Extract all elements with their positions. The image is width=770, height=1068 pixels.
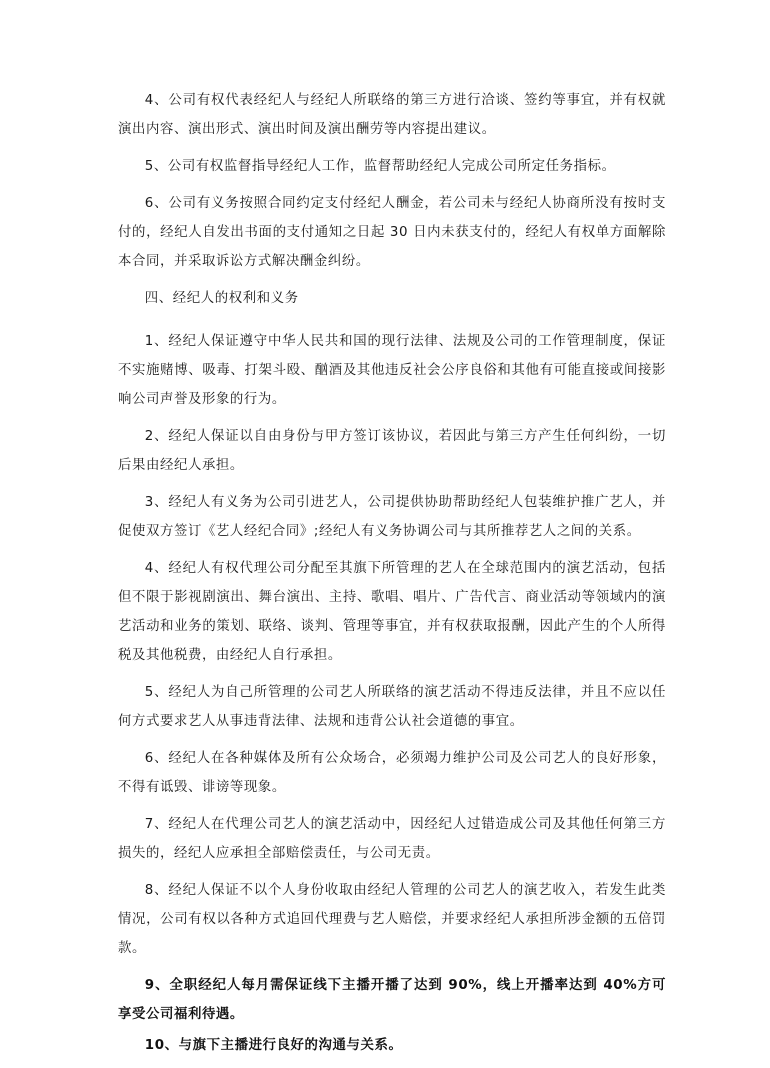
clause-broker-1: 1、经纪人保证遵守中华人民共和国的现行法律、法规及公司的工作管理制度，保证不实施赌博、吸毒、打架斗殴、酗酒及其他违反社会公序良俗和其他有可能直接或间接影响公司声誉及形象的行为。 xyxy=(118,334,666,407)
clause-company-6: 6、公司有义务按照合同约定支付经纪人酬金，若公司未与经纪人协商所没有按时支付的，经纪人自发出书面的支付通知之日起 30 日内未获支付的，经纪人有权单方面解除本合同，并采取诉讼方式解决酬金纠纷。 xyxy=(118,196,666,269)
section-heading-broker-rights: 四、经纪人的权利和义务 xyxy=(144,291,299,306)
document-page xyxy=(118,86,666,1068)
clause-broker-7: 7、经纪人在代理公司艺人的演艺活动中，因经纪人过错造成公司及其他任何第三方损失的，经纪人应承担全部赔偿责任，与公司无责。 xyxy=(118,817,666,861)
clause-company-4: 4、公司有权代表经纪人与经纪人所联络的第三方进行洽谈、签约等事宜，并有权就演出内容、演出形式、演出时间及演出酬劳等内容提出建议。 xyxy=(118,93,666,137)
clause-broker-4: 4、经纪人有权代理公司分配至其旗下所管理的艺人在全球范围内的演艺活动，包括但不限于影视剧演出、舞台演出、主持、歌唱、唱片、广告代言、商业活动等领域内的演艺活动和业务的策划、联络、谈判、管理等事宜，并有权获取报酬，因此产生的个人所得税及其他税费，由经纪人自行承担。 xyxy=(118,561,666,663)
clause-broker-10: 10、与旗下主播进行良好的沟通与关系。 xyxy=(144,1038,403,1053)
clause-broker-3: 3、经纪人有义务为公司引进艺人，公司提供协助帮助经纪人包装维护推广艺人，并促使双方签订《艺人经纪合同》;经纪人有义务协调公司与其所推荐艺人之间的关系。 xyxy=(118,495,666,539)
clause-broker-2: 2、经纪人保证以自由身份与甲方签订该协议，若因此与第三方产生任何纠纷，一切后果由经纪人承担。 xyxy=(118,429,666,473)
clause-broker-8: 8、经纪人保证不以个人身份收取由经纪人管理的公司艺人的演艺收入，若发生此类情况，公司有权以各种方式追回代理费与艺人赔偿，并要求经纪人承担所涉金额的五倍罚款。 xyxy=(118,883,666,956)
clause-company-5: 5、公司有权监督指导经纪人工作，监督帮助经纪人完成公司所定任务指标。 xyxy=(144,159,616,174)
clause-broker-6: 6、经纪人在各种媒体及所有公众场合，必须竭力维护公司及公司艺人的良好形象，不得有诋毁、诽谤等现象。 xyxy=(118,751,666,795)
clause-broker-5: 5、经纪人为自己所管理的公司艺人所联络的演艺活动不得违反法律，并且不应以任何方式要求艺人从事违背法律、法规和违背公认社会道德的事宜。 xyxy=(118,685,666,729)
clause-broker-9: 9、全职经纪人每月需保证线下主播开播了达到 90%，线上开播率达到 40%方可享受公司福利待遇。 xyxy=(118,978,666,1022)
